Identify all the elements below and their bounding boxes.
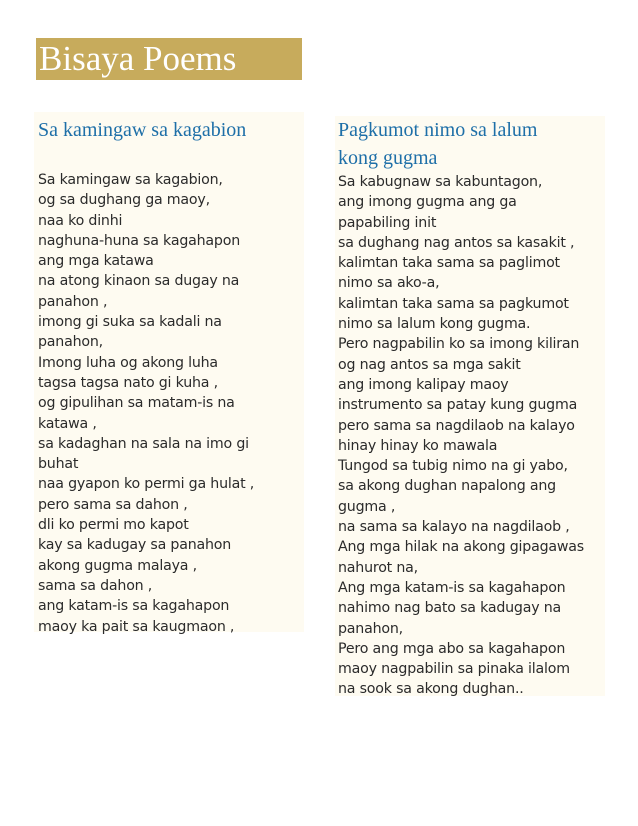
poem-line: kalimtan taka sama sa pagkumot xyxy=(338,295,569,312)
poem-line: katawa , xyxy=(38,415,97,432)
poem-panel-left xyxy=(34,112,304,635)
poem-line: papabiling init xyxy=(338,214,437,231)
poem-line: kalimtan taka sama sa paglimot xyxy=(338,255,560,272)
poem-line: ang mga katawa xyxy=(38,253,154,270)
poem-line: naa ko dinhi xyxy=(38,212,123,229)
poem-line: ang katam-is sa kagahapon xyxy=(38,598,230,615)
poem-line: ang imong kalipay maoy xyxy=(338,376,509,393)
poem-line: maoy nagpabilin sa pinaka ilalom xyxy=(338,661,570,678)
poem-body xyxy=(38,170,304,637)
poem-panel-right xyxy=(335,116,605,696)
poem-line: og gipulihan sa matam-is na xyxy=(38,395,235,412)
poem-title xyxy=(338,116,605,172)
poem-line: Imong luha og akong luha xyxy=(38,354,218,371)
poem-line: og nag antos sa mga sakit xyxy=(338,356,521,373)
poem-line: Pero nagpabilin ko sa imong kiliran xyxy=(338,336,580,353)
poem-line: naghuna-huna sa kagahapon xyxy=(38,232,240,249)
poem-line: Ang mga katam-is sa kagahapon xyxy=(338,579,566,596)
poem-line: sa akong dughan napalong ang xyxy=(338,478,556,495)
poem-line: kay sa kadugay sa panahon xyxy=(38,537,232,554)
poem-body xyxy=(338,172,605,700)
poem-line: na sama sa kalayo na nagdilaob , xyxy=(338,519,570,536)
poem-line: nahimo nag bato sa kadugay na xyxy=(338,600,562,617)
poem-line: naa gyapon ko permi ga hulat , xyxy=(38,476,255,493)
poem-line: nahurot na, xyxy=(338,559,418,576)
poem-title-line: Pagkumot nimo sa lalum xyxy=(338,119,538,141)
poem-line: pero sama sa dahon , xyxy=(38,496,188,513)
poem-line: Ang mga hilak na akong gipagawas xyxy=(338,539,584,556)
poem-line: sama sa dahon , xyxy=(38,577,153,594)
poem-line: Sa kabugnaw sa kabuntagon, xyxy=(338,174,543,190)
poem-line: maoy ka pait sa kaugmaon , xyxy=(38,618,235,635)
poem-line: tagsa tagsa nato gi kuha , xyxy=(38,374,218,391)
poem-line: sa dughang nag antos sa kasakit , xyxy=(338,234,575,251)
poem-line: nimo sa lalum kong gugma. xyxy=(338,316,531,333)
poem-line: sa kadaghan na sala na imo gi xyxy=(38,435,249,452)
poem-line: instrumento sa patay kung gugma xyxy=(338,397,578,414)
poem-line: Pero ang mga abo sa kagahapon xyxy=(338,640,566,657)
poem-line: buhat xyxy=(38,456,79,473)
poem-line: ang imong gugma ang ga xyxy=(338,194,517,211)
poem-line: Sa kamingaw sa kagabion, xyxy=(38,172,223,188)
poem-line: panahon, xyxy=(38,334,103,351)
poem-line: pero sama sa nagdilaob na kalayo xyxy=(338,417,575,434)
poem-line: og sa dughang ga maoy, xyxy=(38,192,210,209)
poem-line: na atong kinaon sa dugay na xyxy=(38,273,240,290)
poem-line: Tungod sa tubig nimo na gi yabo, xyxy=(338,458,568,475)
document-title: Bisaya Poems xyxy=(36,38,302,80)
poem-title: Sa kamingaw sa kagabion xyxy=(38,119,247,141)
poem-line: hinay hinay ko mawala xyxy=(338,437,498,454)
poem-line: dli ko permi mo kapot xyxy=(38,517,189,534)
poem-line: gugma , xyxy=(338,498,396,515)
poem-title-line: kong gugma xyxy=(338,147,438,169)
poem-line: panahon , xyxy=(38,293,108,310)
poem-line: na sook sa akong dughan.. xyxy=(338,681,524,698)
poem-line: akong gugma malaya , xyxy=(38,557,197,574)
poem-line: nimo sa ako-a, xyxy=(338,275,440,292)
poem-line: panahon, xyxy=(338,620,403,637)
poem-line: imong gi suka sa kadali na xyxy=(38,314,222,331)
